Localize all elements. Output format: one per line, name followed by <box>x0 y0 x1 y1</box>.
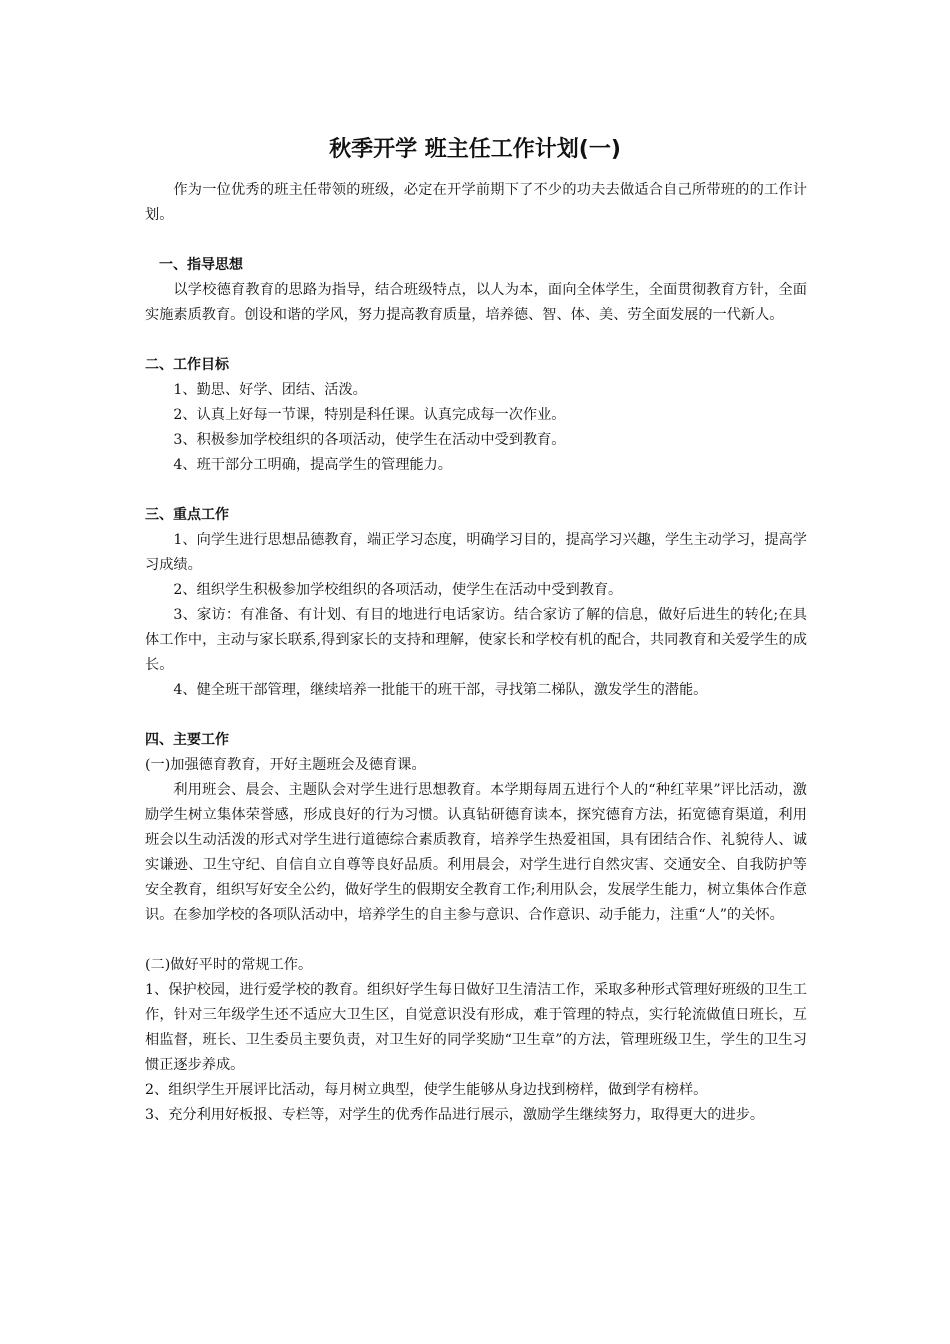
section2-item: 1、勤思、好学、团结、活泼。 <box>173 382 367 398</box>
section3-item: 2、组织学生积极参加学校组织的各项活动，使学生在活动中受到教育。 <box>173 582 623 598</box>
section2-heading: 二、工作目标 <box>145 357 229 373</box>
section2-item: 2、认真上好每一节课，特别是科任课。认真完成每一次作业。 <box>173 407 566 423</box>
section4-sub2-item: 2、组织学生开展评比活动，每月树立典型，使学生能够从身边找到榜样，做到学有榜样。 <box>145 1082 708 1098</box>
section4-sub1-paragraph: 利用班会、晨会、主题队会对学生进行思想教育。本学期每周五进行个人的“种红苹果”评比活动，激励学生树立集体荣誉感，形成良好的行为习惯。认真钻研德育读本，探究德育方法，拓宽德育渠道，利用班会以生动活泼的形式对学生进行道德综合素质教育，培养学生热爱祖国，具有团结合作、礼貌待人、诚实谦逊、卫生守纪、自信自立自尊等良好品质。利用晨会，对学生进行自然灾害、交通安全、自我防护等安全教育，组织写好安全公约，做好学生的假期安全教育工作;利用队会，发展学生能力，树立集体合作意识。在参加学校的各项队活动中，培养学生的自主参与意识、合作意识、动手能力，注重“人”的关怀。 <box>145 782 807 923</box>
section3-heading: 三、重点工作 <box>145 507 229 523</box>
section4-heading: 四、主要工作 <box>145 732 229 748</box>
section2-item: 4、班干部分工明确，提高学生的管理能力。 <box>173 457 452 473</box>
section4-sub1-heading: (一)加强德育教育，开好主题班会及德育课。 <box>145 757 426 773</box>
spacer <box>145 228 807 253</box>
section4-sub2-item: 1、保护校园，进行爱学校的教育。组织好学生每日做好卫生清洁工作，采取多种形式管理好班级的卫生工作，针对三年级学生还不适应大卫生区，自觉意识没有形成，难于管理的特点，实行轮流做值日班长，互相监督，班长、卫生委员主要负责，对卫生好的同学奖励“卫生章”的方法，管理班级卫生，学生的卫生习惯正逐步养成。 <box>145 982 807 1073</box>
spacer <box>145 328 807 353</box>
spacer <box>145 928 807 953</box>
section3-item: 1、向学生进行思想品德教育，端正学习态度，明确学习目的，提高学习兴趣，学生主动学习，提高学习成绩。 <box>145 532 807 573</box>
spacer <box>145 478 807 503</box>
section2-item: 3、积极参加学校组织的各项活动，使学生在活动中受到教育。 <box>173 432 566 448</box>
section3-item: 4、健全班干部管理，继续培养一批能干的班干部，寻找第二梯队，激发学生的潜能。 <box>173 682 708 698</box>
section1-heading: 一、指导思想 <box>159 257 243 273</box>
spacer <box>145 703 807 728</box>
section3-item: 3、家访：有准备、有计划、有目的地进行电话家访。结合家访了解的信息，做好后进生的转化;在具体工作中，主动与家长联系,得到家长的支持和理解，使家长和学校有机的配合，共同教育和关爱学生的成长。 <box>145 607 807 673</box>
section4-sub2-item: 3、充分利用好板报、专栏等，对学生的优秀作品进行展示，激励学生继续努力，取得更大的进步。 <box>145 1107 765 1123</box>
section4-sub2-heading: (二)做好平时的常规工作。 <box>145 957 313 973</box>
document-title: 秋季开学 班主任工作计划(一) <box>329 137 621 162</box>
intro-paragraph: 作为一位优秀的班主任带领的班级，必定在开学前期下了不少的功夫去做适合自己所带班的的工作计划。 <box>145 182 807 223</box>
document-body <box>145 178 807 1128</box>
section1-paragraph: 以学校德育教育的思路为指导，结合班级特点，以人为本，面向全体学生，全面贯彻教育方针，全面实施素质教育。创设和谐的学风，努力提高教育质量，培养德、智、体、美、劳全面发展的一代新人。 <box>145 282 807 323</box>
